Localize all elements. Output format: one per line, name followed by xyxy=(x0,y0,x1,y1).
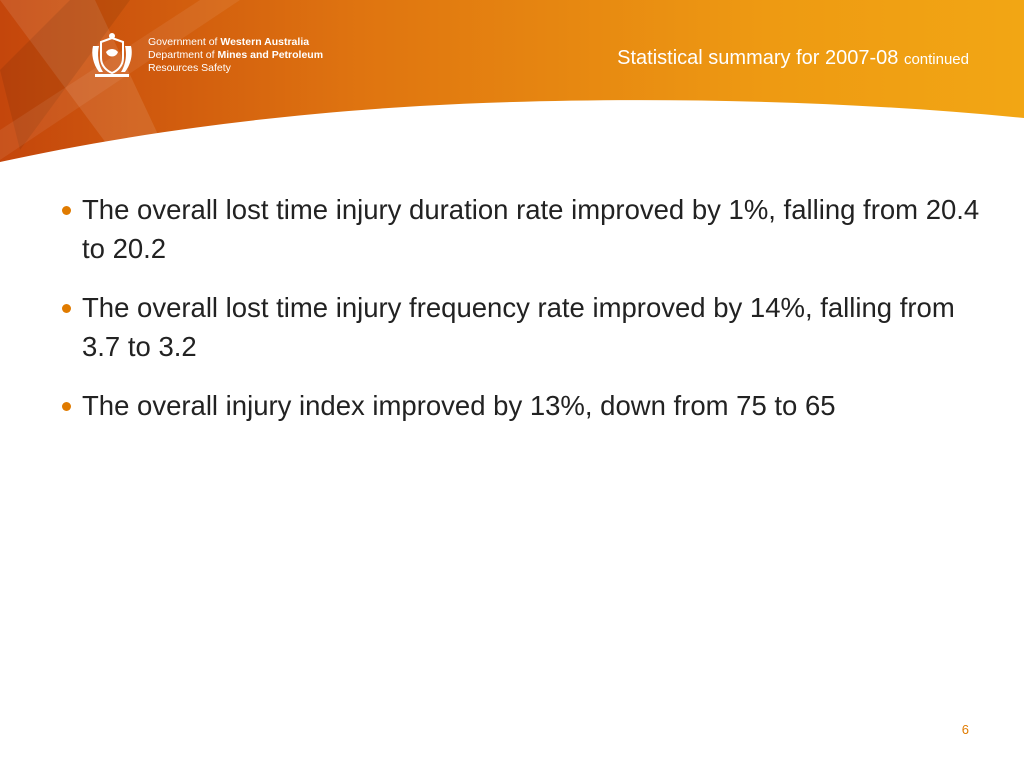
page-number: 6 xyxy=(961,722,969,737)
slide-title xyxy=(617,47,969,70)
bullet-list xyxy=(60,190,980,445)
org-line-department: Department of Mines and Petroleum xyxy=(148,49,324,61)
coat-of-arms-icon xyxy=(85,28,139,82)
bullet-item xyxy=(60,386,980,425)
slide-title-main: Statistical summary for 2007-08 xyxy=(617,47,899,69)
bullet-item xyxy=(60,190,980,268)
organisation-name xyxy=(148,36,323,75)
org-line-division: Resources Safety xyxy=(148,62,231,74)
slide-title-suffix: continued xyxy=(903,51,969,68)
header-banner xyxy=(0,0,1024,175)
bullet-dot-icon xyxy=(62,206,71,215)
organisation-logo xyxy=(85,28,345,84)
bullet-text: The overall lost time injury frequency rate improved by 14%, falling from 3.7 to 3.2 xyxy=(82,292,955,362)
org-line-government: Government of Western Australia xyxy=(148,36,310,48)
bullet-item xyxy=(60,288,980,366)
bullet-text: The overall injury index improved by 13%, down from 75 to 65 xyxy=(82,390,836,421)
bullet-dot-icon xyxy=(62,402,71,411)
bullet-text: The overall lost time injury duration rate improved by 1%, falling from 20.4 to 20.2 xyxy=(82,194,980,264)
bullet-dot-icon xyxy=(62,304,71,313)
